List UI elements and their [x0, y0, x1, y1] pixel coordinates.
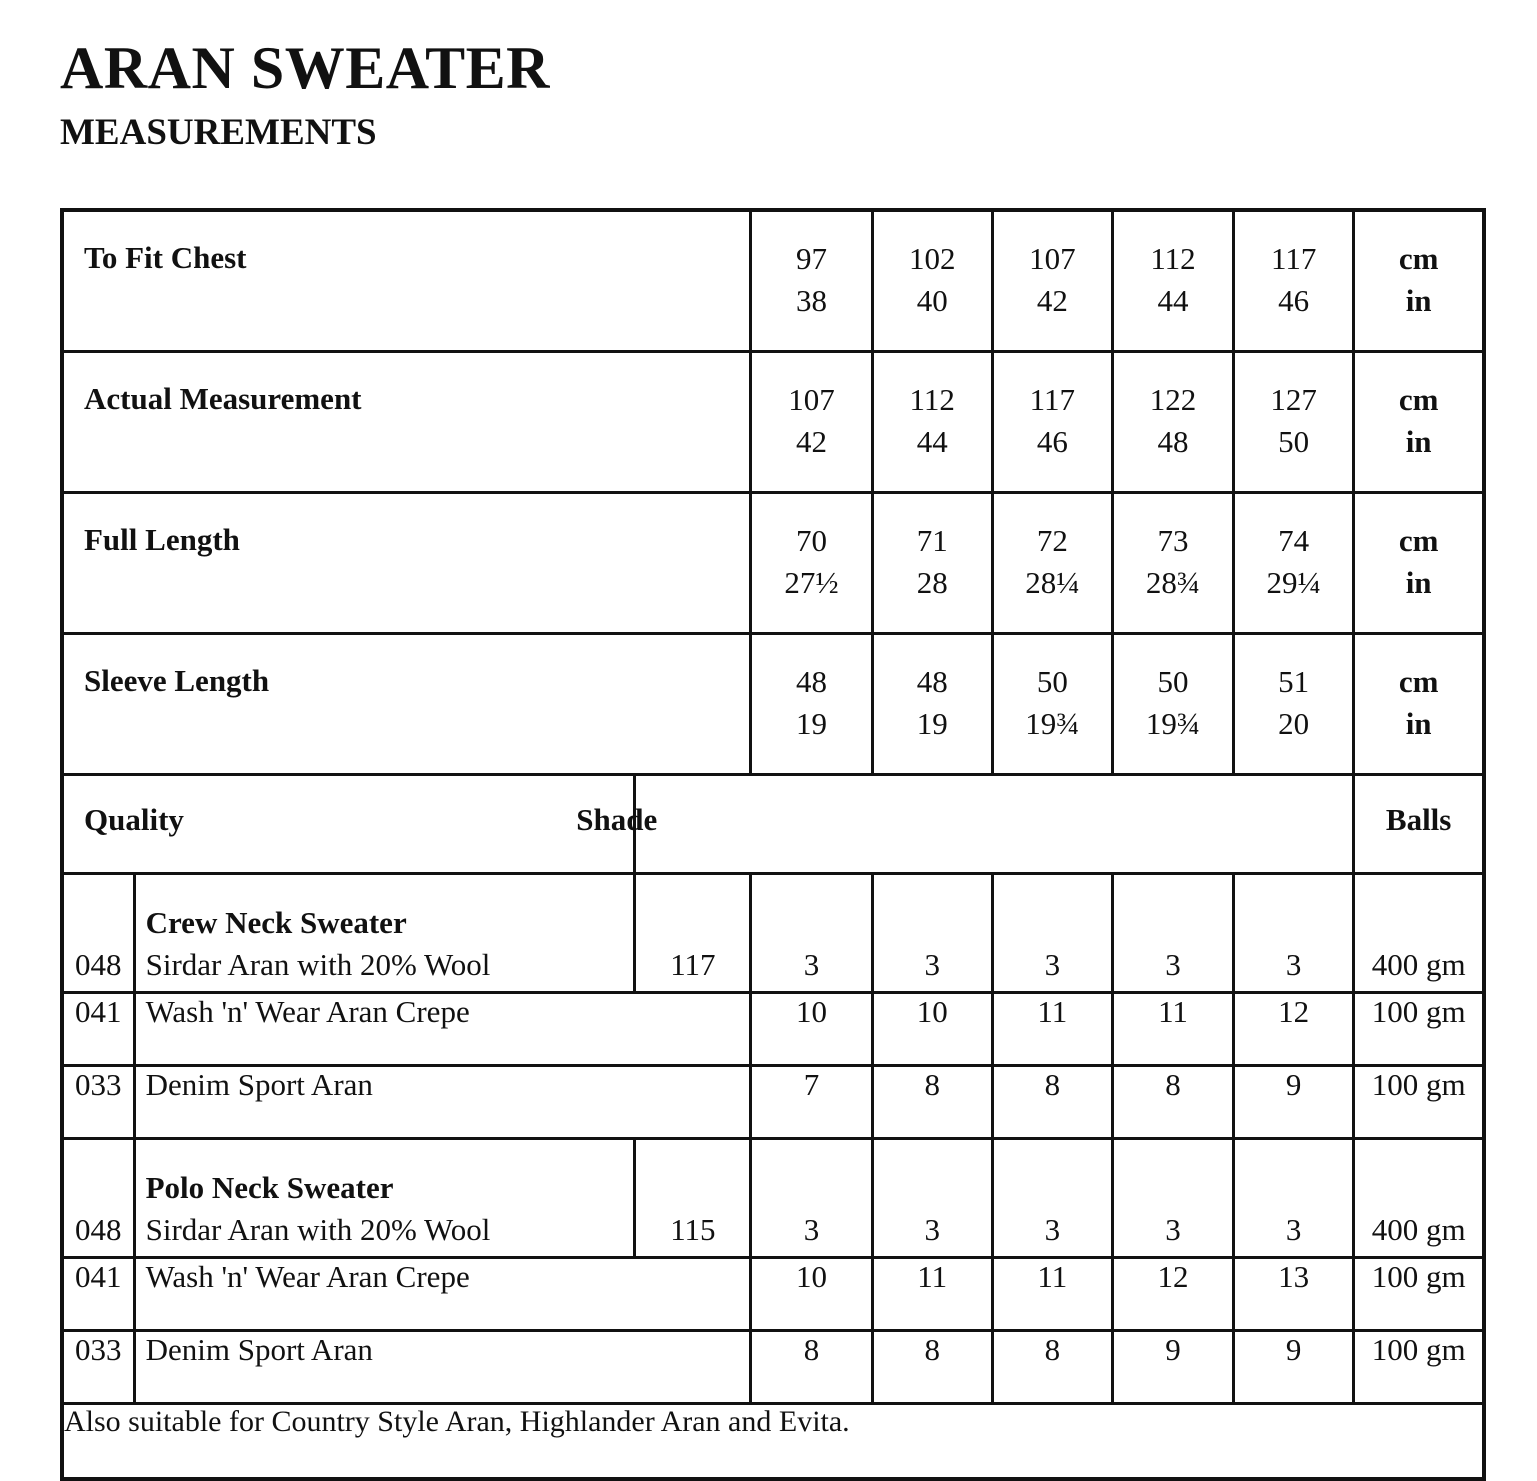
quality-code: 048 [62, 874, 134, 993]
measurement-value: 51 20 [1234, 634, 1354, 775]
balls-count: 8 [872, 1331, 992, 1404]
balls-count: 3 [872, 874, 992, 993]
measurement-value: 71 28 [872, 493, 992, 634]
balls-count: 13 [1234, 1258, 1354, 1331]
balls-count: 3 [1112, 874, 1233, 993]
garment-name: Crew Neck Sweater [145, 905, 407, 940]
yarn-row [62, 1066, 1484, 1139]
unit-label: cm in [1354, 493, 1484, 634]
measurement-row [62, 493, 1484, 634]
balls-count: 8 [872, 1066, 992, 1139]
balls-count: 8 [1112, 1066, 1233, 1139]
measurement-value: 122 48 [1112, 352, 1233, 493]
yarn-row [62, 1139, 1484, 1258]
yarn-row [62, 874, 1484, 993]
balls-count: 11 [1112, 993, 1233, 1066]
measurement-value: 50 19¾ [1112, 634, 1233, 775]
unit-label: cm in [1354, 210, 1484, 352]
ball-weight: 100 gm [1354, 1258, 1484, 1331]
measurement-value: 117 46 [992, 352, 1112, 493]
measurement-label: Sleeve Length [62, 634, 751, 775]
yarn-name: Crew Neck Sweater Sirdar Aran with 20% Wool [134, 874, 635, 993]
balls-count: 9 [1234, 1066, 1354, 1139]
measurement-label: Actual Measurement [62, 352, 751, 493]
measurement-value: 112 44 [872, 352, 992, 493]
balls-count: 11 [992, 993, 1112, 1066]
yarn-name: Denim Sport Aran [134, 1331, 751, 1404]
balls-header: Balls [1354, 775, 1484, 874]
measurements-table [60, 208, 1486, 1481]
garment-name: Polo Neck Sweater [145, 1170, 394, 1205]
measurement-value: 50 19¾ [992, 634, 1112, 775]
measurement-value: 74 29¼ [1234, 493, 1354, 634]
measurement-row [62, 634, 1484, 775]
shade-header: Shade [635, 775, 1354, 874]
shade-number: 117 [635, 874, 751, 993]
ball-weight: 400 gm [1354, 874, 1484, 993]
note-row [62, 1404, 1484, 1480]
ball-weight: 100 gm [1354, 1331, 1484, 1404]
measurement-value: 102 40 [872, 210, 992, 352]
balls-count: 3 [1112, 1139, 1233, 1258]
balls-count: 8 [992, 1331, 1112, 1404]
shade-number: 115 [635, 1139, 751, 1258]
measurement-value: 72 28¼ [992, 493, 1112, 634]
balls-count: 9 [1234, 1331, 1354, 1404]
balls-count: 3 [751, 1139, 872, 1258]
yarn-row [62, 993, 1484, 1066]
measurement-value: 73 28¾ [1112, 493, 1233, 634]
balls-count: 10 [751, 993, 872, 1066]
measurement-value: 127 50 [1234, 352, 1354, 493]
measurement-value: 48 19 [872, 634, 992, 775]
measurement-label: Full Length [62, 493, 751, 634]
balls-count: 9 [1112, 1331, 1233, 1404]
page-title: ARAN SWEATER [60, 35, 550, 101]
quality-code: 033 [62, 1066, 134, 1139]
measurement-value: 48 19 [751, 634, 872, 775]
suitability-note: Also suitable for Country Style Aran, Highlander Aran and Evita. [62, 1404, 1484, 1480]
ball-weight: 400 gm [1354, 1139, 1484, 1258]
balls-count: 3 [992, 1139, 1112, 1258]
page-subtitle: MEASUREMENTS [60, 112, 377, 153]
balls-count: 3 [1234, 874, 1354, 993]
quality-code: 033 [62, 1331, 134, 1404]
balls-count: 3 [751, 874, 872, 993]
measurement-row [62, 210, 1484, 352]
yarn-row [62, 1258, 1484, 1331]
yarn-row [62, 1331, 1484, 1404]
quality-code: 041 [62, 993, 134, 1066]
balls-count: 8 [992, 1066, 1112, 1139]
yarn-name: Wash 'n' Wear Aran Crepe [134, 1258, 751, 1331]
balls-count: 10 [872, 993, 992, 1066]
yarn-name: Denim Sport Aran [134, 1066, 751, 1139]
unit-label: cm in [1354, 634, 1484, 775]
balls-count: 8 [751, 1331, 872, 1404]
balls-count: 3 [1234, 1139, 1354, 1258]
yarn-name: Wash 'n' Wear Aran Crepe [134, 993, 751, 1066]
quality-code: 041 [62, 1258, 134, 1331]
balls-count: 12 [1234, 993, 1354, 1066]
unit-label: cm in [1354, 352, 1484, 493]
balls-count: 11 [992, 1258, 1112, 1331]
measurement-value: 107 42 [751, 352, 872, 493]
measurement-value: 70 27½ [751, 493, 872, 634]
balls-count: 3 [872, 1139, 992, 1258]
balls-count: 12 [1112, 1258, 1233, 1331]
measurement-value: 117 46 [1234, 210, 1354, 352]
quality-header: Quality [62, 775, 635, 874]
yarn-header-row [62, 775, 1484, 874]
ball-weight: 100 gm [1354, 993, 1484, 1066]
yarn-name: Polo Neck Sweater Sirdar Aran with 20% Wool [134, 1139, 635, 1258]
measurement-value: 107 42 [992, 210, 1112, 352]
measurement-value: 97 38 [751, 210, 872, 352]
balls-count: 10 [751, 1258, 872, 1331]
balls-count: 3 [992, 874, 1112, 993]
balls-count: 11 [872, 1258, 992, 1331]
quality-code: 048 [62, 1139, 134, 1258]
measurement-row [62, 352, 1484, 493]
balls-count: 7 [751, 1066, 872, 1139]
ball-weight: 100 gm [1354, 1066, 1484, 1139]
measurement-label: To Fit Chest [62, 210, 751, 352]
measurement-value: 112 44 [1112, 210, 1233, 352]
